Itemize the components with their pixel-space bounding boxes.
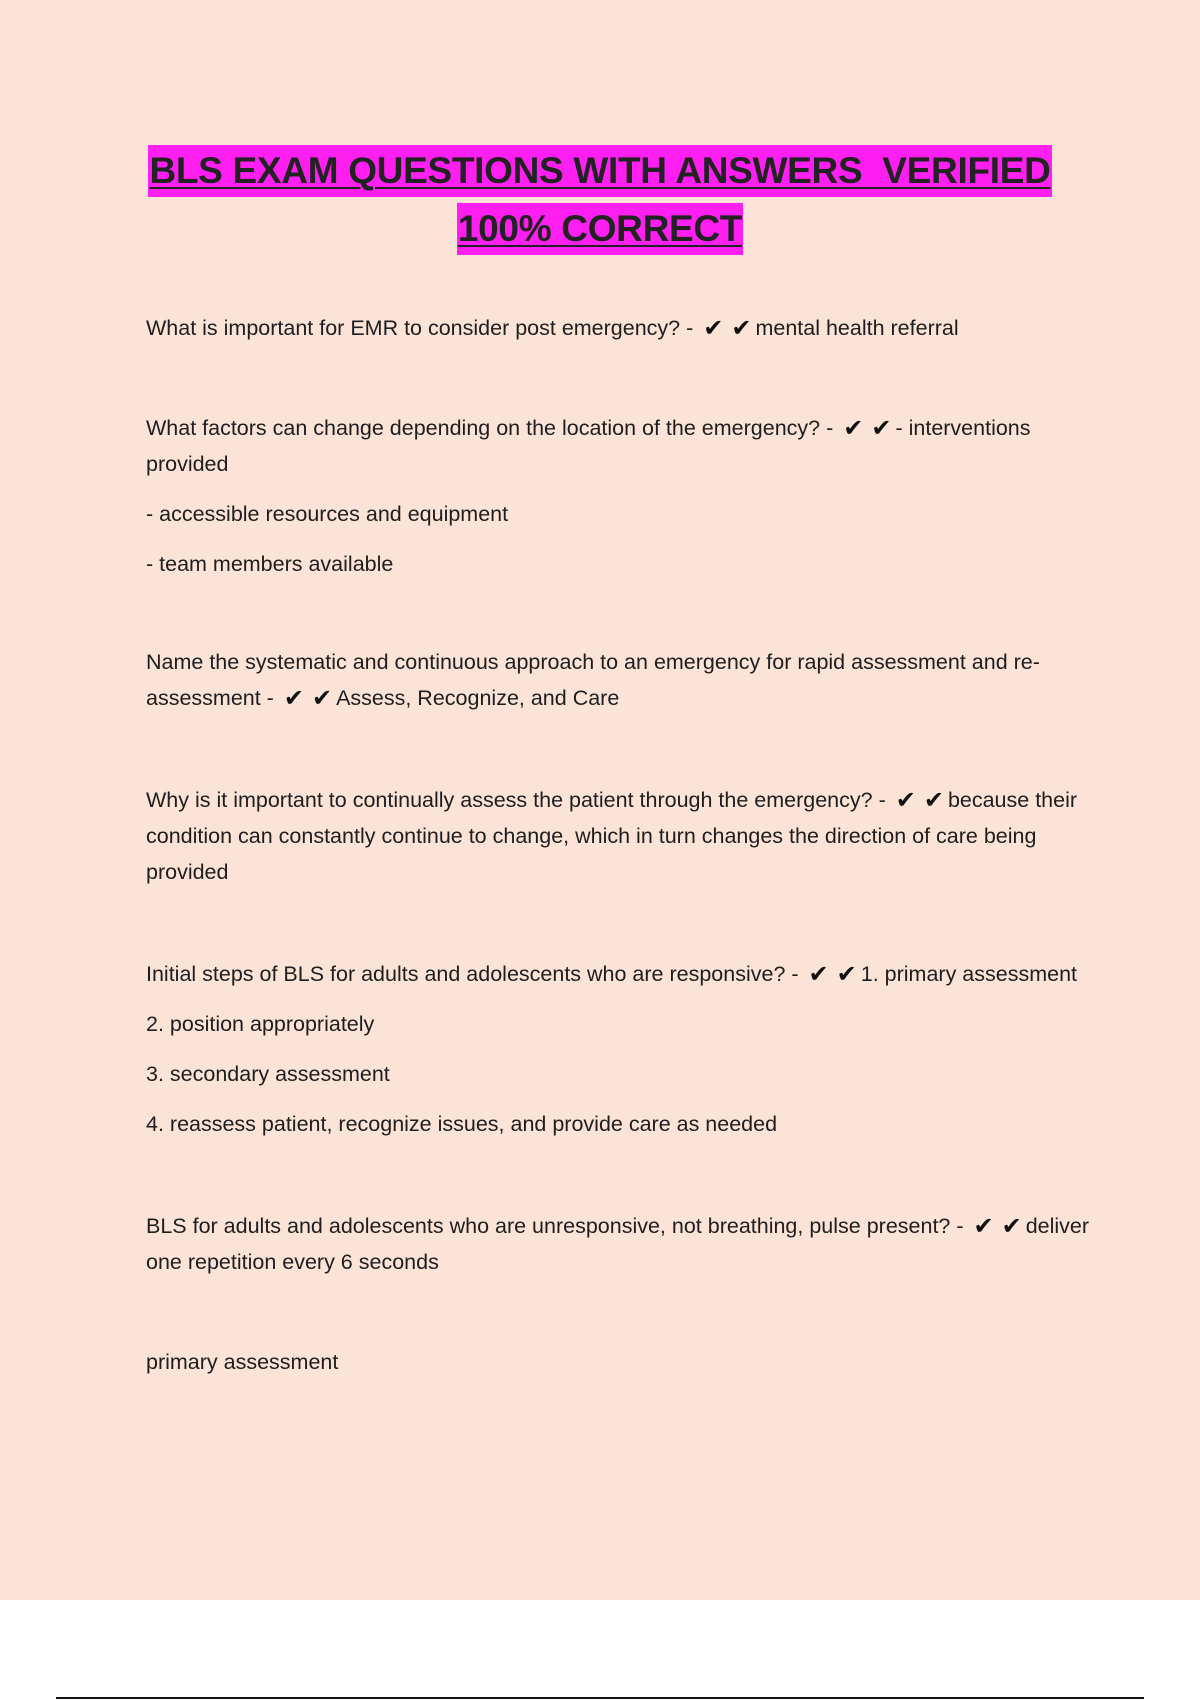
answer-list-item: - team members available (146, 552, 394, 576)
answer-list-item: 3. secondary assessment (146, 1062, 390, 1086)
qa-line (146, 782, 1091, 890)
qa-item (146, 1344, 1091, 1380)
footer-divider (56, 1697, 1144, 1699)
qa-line (146, 644, 1091, 716)
checkmark-icon: ✔ (311, 685, 333, 712)
qa-item (146, 310, 1091, 346)
qa-item (146, 410, 1091, 582)
checkmark-icon: ✔ (283, 685, 304, 712)
qa-line (146, 310, 1091, 346)
answer-text: mental health referral (755, 316, 959, 340)
qa-item (146, 1208, 1091, 1280)
checkmark-icon: ✔ (731, 315, 752, 342)
question-text: Name the systematic and continuous approach to an emergency for rapid assessment and re-assessment - (146, 650, 1040, 710)
checkmark-icon: ✔ (836, 961, 857, 988)
qa-item (146, 782, 1091, 890)
checkmark-icon: ✔ (923, 787, 944, 814)
title-line-1: BLS EXAM QUESTIONS WITH ANSWERS VERIFIED (148, 145, 1051, 197)
qa-line (146, 956, 1091, 992)
question-text: What factors can change depending on the location of the emergency? - (146, 416, 834, 440)
qa-content (146, 310, 1091, 1380)
answer-text: interventions provided (146, 416, 1031, 476)
answer-prefix: - (895, 416, 903, 440)
answer-text: 1. primary assessment (860, 962, 1078, 986)
answer-text: because their condition can constantly continue to change, which in turn changes the direction of care being provided (146, 788, 1078, 884)
checkmark-icon: ✔ (843, 415, 864, 442)
checkmark-icon: ✔ (703, 315, 724, 342)
document-title (0, 145, 1200, 255)
checkmark-icon: ✔ (1001, 1213, 1022, 1240)
qa-line (146, 410, 1091, 482)
qa-item (146, 956, 1091, 1142)
question-text: What is important for EMR to consider post emergency? - (146, 316, 694, 340)
question-text: Why is it important to continually assess the patient through the emergency? - (146, 788, 886, 812)
checkmark-icon: ✔ (808, 961, 829, 988)
question-text: Initial steps of BLS for adults and adolescents who are responsive? - (146, 962, 799, 986)
answer-text: Assess, Recognize, and Care (336, 686, 620, 710)
checkmark-icon: ✔ (973, 1213, 994, 1240)
answer-list-item: - accessible resources and equipment (146, 502, 509, 526)
answer-list-item: 2. position appropriately (146, 1012, 375, 1036)
trailing-question-text: primary assessment (146, 1350, 339, 1374)
checkmark-icon: ✔ (871, 415, 892, 442)
checkmark-icon: ✔ (895, 787, 916, 814)
question-text: BLS for adults and adolescents who are unresponsive, not breathing, pulse present? - (146, 1214, 964, 1238)
qa-item (146, 644, 1091, 716)
qa-line (146, 1208, 1091, 1280)
answer-list-item: 4. reassess patient, recognize issues, and provide care as needed (146, 1112, 778, 1136)
title-line-2: 100% CORRECT (457, 203, 743, 255)
answer-text: deliver one repetition every 6 seconds (146, 1214, 1090, 1274)
